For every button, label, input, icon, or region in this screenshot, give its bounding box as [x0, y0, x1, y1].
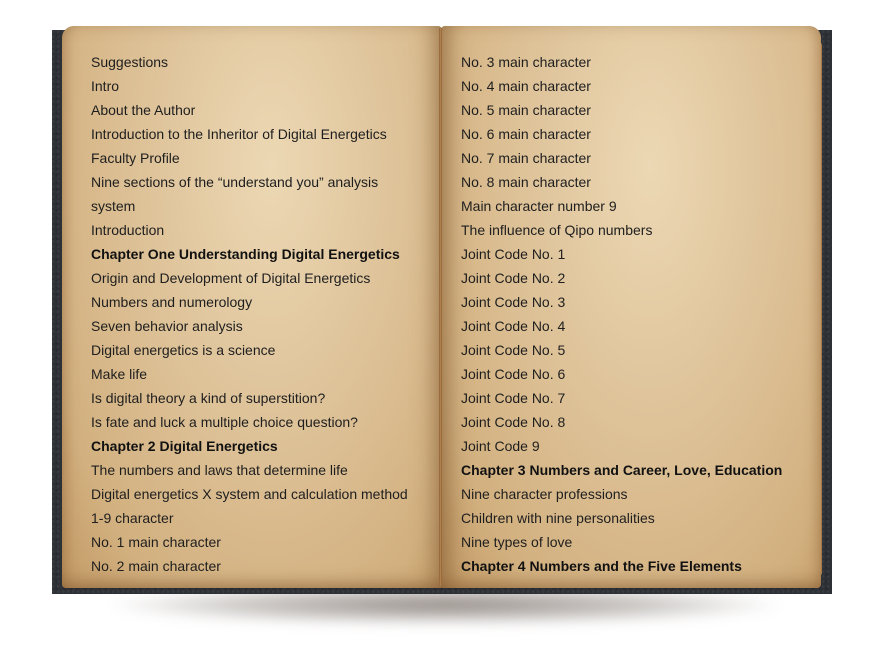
toc-item[interactable]: Suggestions [91, 54, 169, 70]
toc-item[interactable]: 1-9 character [91, 510, 174, 526]
toc-item[interactable]: Origin and Development of Digital Energetics [91, 270, 371, 286]
toc-item[interactable]: Intro [91, 78, 120, 94]
toc-item[interactable]: Joint Code 9 [461, 438, 540, 454]
toc-item[interactable]: Is digital theory a kind of superstition? [91, 390, 326, 406]
toc-item[interactable]: No. 6 main character [461, 126, 591, 142]
toc-chapter-heading[interactable]: Chapter 2 Digital Energetics [91, 438, 278, 454]
toc-item[interactable]: Make life [91, 366, 148, 382]
toc-item[interactable]: Joint Code No. 3 [461, 294, 566, 310]
toc-chapter-heading[interactable]: Chapter 4 Numbers and the Five Elements [461, 558, 742, 574]
toc-item[interactable]: Nine types of love [461, 534, 573, 550]
toc-item[interactable]: No. 8 main character [461, 174, 591, 190]
toc-chapter-heading[interactable]: Chapter One Understanding Digital Energetics [91, 246, 400, 262]
toc-item[interactable]: No. 3 main character [461, 54, 591, 70]
toc-item[interactable]: No. 5 main character [461, 102, 591, 118]
toc-item[interactable]: No. 7 main character [461, 150, 591, 166]
toc-item[interactable]: No. 1 main character [91, 534, 221, 550]
toc-item[interactable]: Seven behavior analysis [91, 318, 243, 334]
toc-item[interactable]: Joint Code No. 4 [461, 318, 566, 334]
toc-item[interactable]: Numbers and numerology [91, 294, 253, 310]
table-of-contents-right [461, 50, 782, 578]
toc-item[interactable]: Introduction to the Inheritor of Digital Energetics [91, 126, 387, 142]
toc-chapter-heading[interactable]: Chapter 3 Numbers and Career, Love, Education [461, 462, 783, 478]
toc-item[interactable]: No. 4 main character [461, 78, 591, 94]
toc-item[interactable]: About the Author [91, 102, 196, 118]
toc-item[interactable]: Introduction [91, 222, 165, 238]
toc-item[interactable]: Joint Code No. 8 [461, 414, 566, 430]
toc-item[interactable]: Joint Code No. 1 [461, 246, 566, 262]
toc-item[interactable]: The numbers and laws that determine life [91, 462, 348, 478]
table-of-contents-left [91, 50, 408, 578]
toc-item[interactable]: Joint Code No. 2 [461, 270, 566, 286]
toc-item[interactable]: Faculty Profile [91, 150, 180, 166]
toc-item[interactable]: Main character number 9 [461, 198, 617, 214]
toc-item[interactable]: Children with nine personalities [461, 510, 655, 526]
toc-item[interactable]: Is fate and luck a multiple choice question? [91, 414, 358, 430]
toc-item[interactable]: The influence of Qipo numbers [461, 222, 653, 238]
toc-item[interactable]: Nine character professions [461, 486, 628, 502]
toc-item[interactable]: Nine sections of the “understand you” analysis [91, 174, 379, 190]
toc-item[interactable]: No. 2 main character [91, 558, 221, 574]
toc-item[interactable]: Joint Code No. 6 [461, 366, 566, 382]
book-spine [439, 28, 442, 586]
toc-item[interactable]: Joint Code No. 7 [461, 390, 566, 406]
toc-item[interactable]: system [91, 198, 136, 214]
toc-item[interactable]: Joint Code No. 5 [461, 342, 566, 358]
toc-item[interactable]: Digital energetics is a science [91, 342, 276, 358]
toc-item[interactable]: Digital energetics X system and calculation method [91, 486, 408, 502]
